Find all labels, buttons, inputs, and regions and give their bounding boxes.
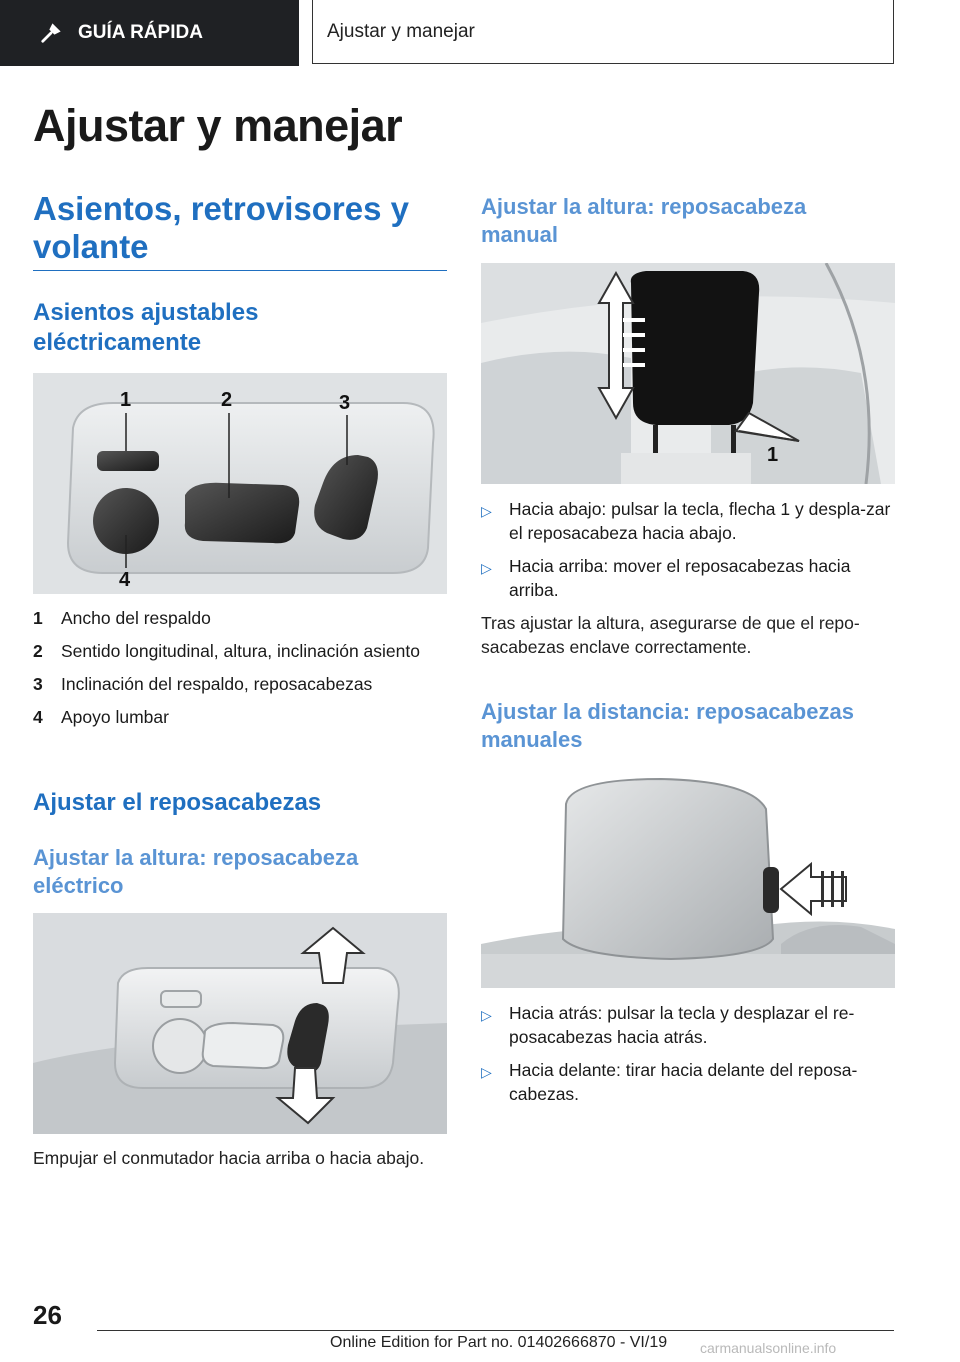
distance-headrest-illustration <box>481 769 895 988</box>
electric-headrest-figure <box>33 913 447 1134</box>
seat-callout-2: 2 <box>221 389 233 411</box>
seat-legend <box>33 606 447 738</box>
legend-item <box>33 639 447 663</box>
height-manual-heading-line2: manual <box>481 222 559 247</box>
seats-heading-line1: Asientos ajustables <box>33 299 259 326</box>
list-item <box>481 497 895 545</box>
list-item <box>481 1001 895 1049</box>
section-title: Asientos, retrovisores y volante <box>33 190 409 265</box>
seats-heading-line2: eléctricamente <box>33 329 202 356</box>
legend-text: Sentido longitudinal, altura, inclinación asiento <box>61 641 420 661</box>
bullet-text: Hacia arriba: mover el reposacabezas hacia arriba. <box>509 556 851 600</box>
list-item <box>481 554 895 602</box>
running-header-label: Ajustar y manejar <box>327 20 475 42</box>
distance-heading-line2: manuales <box>481 727 583 752</box>
triangle-bullet-icon: ▷ <box>481 1007 492 1023</box>
height-manual-instructions <box>481 497 895 659</box>
distance-bullet-list <box>481 1001 895 1106</box>
distance-instructions <box>481 1001 895 1115</box>
electric-headrest-illustration <box>33 913 447 1134</box>
height-electric-heading <box>33 844 447 900</box>
distance-heading-line1: Ajustar la distancia: reposacabezas <box>481 699 854 724</box>
distance-heading <box>481 698 895 754</box>
distance-headrest-figure <box>481 769 895 988</box>
list-item <box>481 1058 895 1106</box>
quick-guide-tab-label: GUÍA RÁPIDA <box>78 22 203 43</box>
legend-number: 1 <box>33 608 43 628</box>
legend-number: 2 <box>33 641 43 661</box>
height-manual-note: Tras ajustar la altura, asegurarse de que el repo‐sacabezas enclave correctamente. <box>481 613 860 657</box>
bullet-text: Hacia abajo: pulsar la tecla, flecha 1 y despla‐zar el reposacabeza hacia abajo. <box>509 499 891 543</box>
headrest-heading: Ajustar el reposacabezas <box>33 789 322 816</box>
triangle-bullet-icon: ▷ <box>481 503 492 519</box>
watermark: carmanualsonline.info <box>700 1340 837 1356</box>
bullet-text: Hacia delante: tirar hacia delante del reposa‐cabezas. <box>509 1060 858 1104</box>
height-manual-heading-line1: Ajustar la altura: reposacabeza <box>481 194 807 219</box>
wrench-icon <box>40 22 62 44</box>
height-electric-heading-line2: eléctrico <box>33 873 124 898</box>
legend-item <box>33 606 447 630</box>
seat-callout-1: 1 <box>120 389 132 411</box>
page-number: 26 <box>33 1300 62 1330</box>
seat-controls-figure <box>33 373 447 594</box>
triangle-bullet-icon: ▷ <box>481 560 492 576</box>
footer-divider <box>97 1330 894 1331</box>
manual-headrest-figure <box>481 263 895 484</box>
seat-controls-illustration <box>33 373 447 594</box>
height-electric-heading-line1: Ajustar la altura: reposacabeza <box>33 845 359 870</box>
legend-text: Ancho del respaldo <box>61 608 211 628</box>
height-manual-bullet-list <box>481 497 895 602</box>
quick-guide-tab[interactable] <box>0 0 299 66</box>
manual-headrest-callout-1: 1 <box>767 444 779 466</box>
height-electric-text-block <box>33 1146 447 1170</box>
triangle-bullet-icon: ▷ <box>481 1064 492 1080</box>
legend-item <box>33 705 447 729</box>
height-manual-heading <box>481 193 895 249</box>
page-title: Ajustar y manejar <box>33 100 403 151</box>
running-header <box>312 0 894 64</box>
legend-text: Apoyo lumbar <box>61 707 169 727</box>
seat-callout-4: 4 <box>119 569 131 591</box>
legend-item <box>33 672 447 696</box>
legend-number: 4 <box>33 707 43 727</box>
section-divider <box>33 270 447 271</box>
seats-heading <box>33 298 447 358</box>
legend-text: Inclinación del respaldo, reposacabezas <box>61 674 373 694</box>
edition-footer: Online Edition for Part no. 01402666870 - VI/19 <box>330 1334 668 1351</box>
height-electric-text: Empujar el conmutador hacia arriba o hacia abajo. <box>33 1148 425 1168</box>
seat-callout-3: 3 <box>339 392 351 414</box>
manual-headrest-illustration <box>481 263 895 484</box>
legend-number: 3 <box>33 674 43 694</box>
bullet-text: Hacia atrás: pulsar la tecla y desplazar el re‐posacabezas hacia atrás. <box>509 1003 855 1047</box>
